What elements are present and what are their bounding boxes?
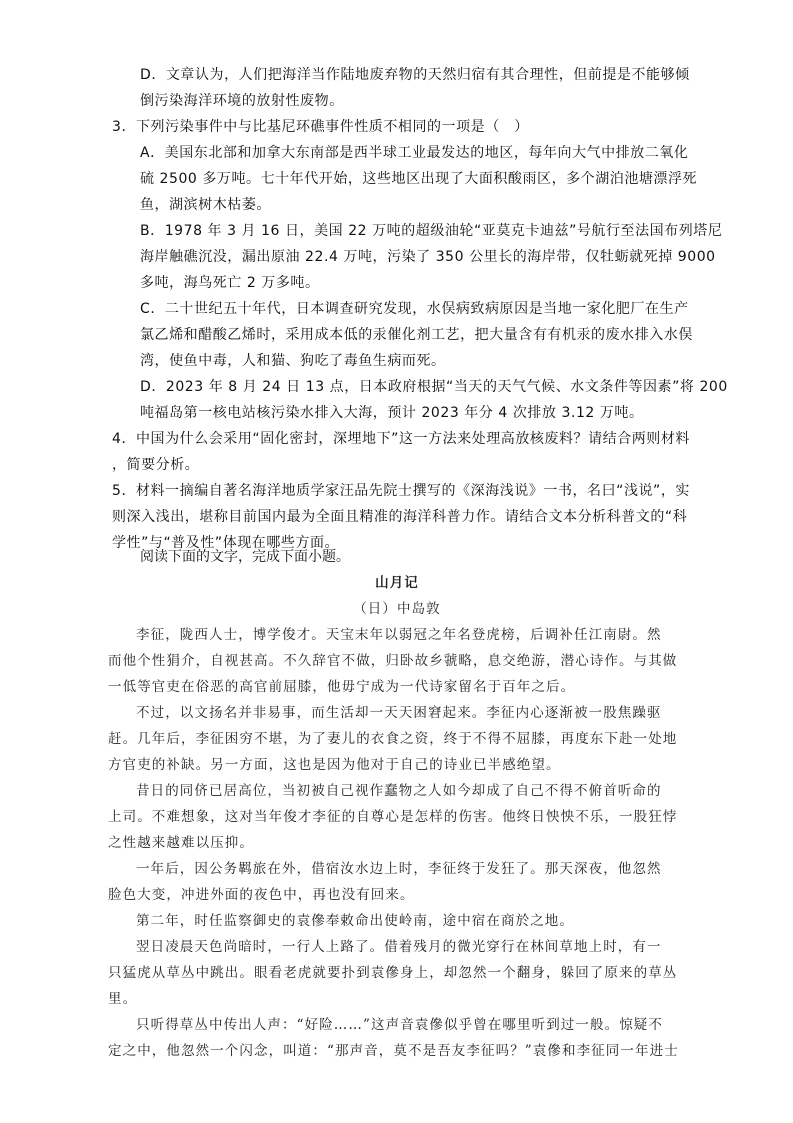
story-p2-line-3: 方官吏的补缺。另一方面，这也是因为他对于自己的诗业已半感绝望。 — [108, 757, 561, 773]
story-p6-line-3: 里。 — [108, 991, 138, 1007]
q4-line-2: ，简要分析。 — [112, 457, 200, 473]
q3-option-c-line-2: 氯乙烯和醋酸乙烯时，采用成本低的汞催化剂工艺，把大量含有有机汞的废水排入水俣 — [140, 327, 693, 343]
story-p6-line-2: 只猛虎从草丛中跳出。眼看老虎就要扑到袁傪身上，却忽然一个翻身，躲回了原来的草丛 — [108, 965, 678, 981]
q5-line-2: 则深入浅出，堪称目前国内最为全面且精准的海洋科普力作。请结合文本分析科普文的“科 — [112, 509, 688, 525]
story-p4-line-2: 脸色大变，冲进外面的夜色中，再也没有回来。 — [108, 887, 415, 903]
q3-stem: 3．下列污染事件中与比基尼环礁事件性质不相同的一项是（ ） — [112, 119, 529, 135]
story-p7-line-2: 定之中，他忽然一个闪念，叫道：“那声音，莫不是吾友李征吗？”袁傪和李征同一年进士 — [108, 1043, 679, 1059]
story-p7-line-1: 只听得草丛中传出人声：“好险……”这声音袁傪似乎曾在哪里听到过一般。惊疑不 — [136, 1017, 664, 1033]
q4-line-1: 4．中国为什么会采用“固化密封，深埋地下”这一方法来处理高放核废料？请结合两则材料 — [112, 431, 690, 447]
reading-instruction: 阅读下面的文字，完成下面小题。 — [140, 549, 350, 565]
q3-option-d-line-2: 吨福岛第一核电站核污染水排入大海，预计 2023 年分 4 次排放 3.12 万吨。 — [140, 405, 644, 421]
q3-option-a-line-1: A．美国东北部和加拿大东南部是西半球工业最发达的地区，每年向大气中排放二氧化 — [140, 145, 689, 161]
q3-option-a-line-2: 硫 2500 多万吨。七十年代开始，这些地区出现了大面积酸雨区，多个湖泊池塘漂浮死 — [140, 171, 698, 187]
story-p2-line-2: 赶。几年后，李征困穷不堪，为了妻儿的衣食之资，终于不得不屈膝，再度东下赴一处地 — [108, 731, 678, 747]
story-p4-line-1: 一年后，因公务羁旅在外，借宿汝水边上时，李征终于发狂了。那天深夜，他忽然 — [136, 861, 662, 877]
story-p1-line-3: 一低等官吏在俗恶的高官前屈膝，他毋宁成为一代诗家留名于百年之后。 — [108, 679, 576, 695]
q3-option-b-line-2: 海岸触礁沉没，漏出原油 22.4 万吨，污染了 350 公里长的海岸带，仅牡蛎就死掉 9000 — [140, 249, 716, 265]
story-p3-line-1: 昔日的同侪已居高位，当初被自己视作蠢物之人如今却成了自己不得不俯首听命的 — [136, 783, 662, 799]
q3-option-d-line-1: D．2023 年 8 月 24 日 13 点，日本政府根据“当天的天气气候、水文条件等因素”将 200 — [140, 379, 728, 395]
q3-option-c-line-1: C．二十世纪五十年代，日本调查研究发现，水俣病致病原因是当地一家化肥厂在生产 — [140, 301, 689, 317]
q3-option-c-line-3: 湾，使鱼中毒，人和猫、狗吃了毒鱼生病而死。 — [140, 353, 446, 369]
story-p2-line-1: 不过，以文扬名并非易事，而生活却一天天困窘起来。李征内心逐渐被一股焦躁驱 — [136, 705, 662, 721]
q3-option-b-line-3: 多吨，海鸟死亡 2 万多吨。 — [140, 275, 320, 291]
story-p3-line-2: 上司。不难想象，这对当年俊才李征的自尊心是怎样的伤害。他终日怏怏不乐，一股狂悖 — [108, 809, 678, 825]
q2-option-d-line-2: 倒污染海洋环境的放射性废物。 — [140, 93, 344, 109]
q3-option-a-line-3: 鱼，湖滨树木枯萎。 — [140, 197, 271, 213]
story-p5-line-1: 第二年，时任监察御史的袁傪奉敕命出使岭南，途中宿在商於之地。 — [136, 913, 574, 929]
story-title: 山月记 — [375, 575, 419, 591]
story-p1-line-2: 而他个性狷介，自视甚高。不久辞官不做，归卧故乡虢略，息交绝游，潜心诗作。与其做 — [108, 653, 678, 669]
story-p1-line-1: 李征，陇西人士，博学俊才。天宝末年以弱冠之年名登虎榜，后调补任江南尉。然 — [136, 627, 662, 643]
story-author: （日）中岛敦 — [353, 601, 441, 617]
story-p3-line-3: 之性越来越难以压抑。 — [108, 835, 254, 851]
story-block — [108, 570, 686, 1064]
q3-option-b-line-1: B．1978 年 3 月 16 日，美国 22 万吨的超级油轮“亚莫克卡迪兹”号航行至法国布列塔尼 — [140, 223, 723, 239]
story-p6-line-1: 翌日凌晨天色尚暗时，一行人上路了。借着残月的微光穿行在林间草地上时，有一 — [136, 939, 662, 955]
q5-line-3: 学性”与“普及性”体现在哪些方面。 — [112, 535, 340, 551]
q2-option-d-line-1: D．文章认为，人们把海洋当作陆地废弃物的天然归宿有其合理性，但前提是不能够倾 — [140, 67, 690, 83]
question-block — [112, 62, 728, 556]
q5-line-1: 5．材料一摘编自著名海洋地质学家汪品先院士撰写的《深海浅说》一书，名曰“浅说”，实 — [112, 483, 690, 499]
